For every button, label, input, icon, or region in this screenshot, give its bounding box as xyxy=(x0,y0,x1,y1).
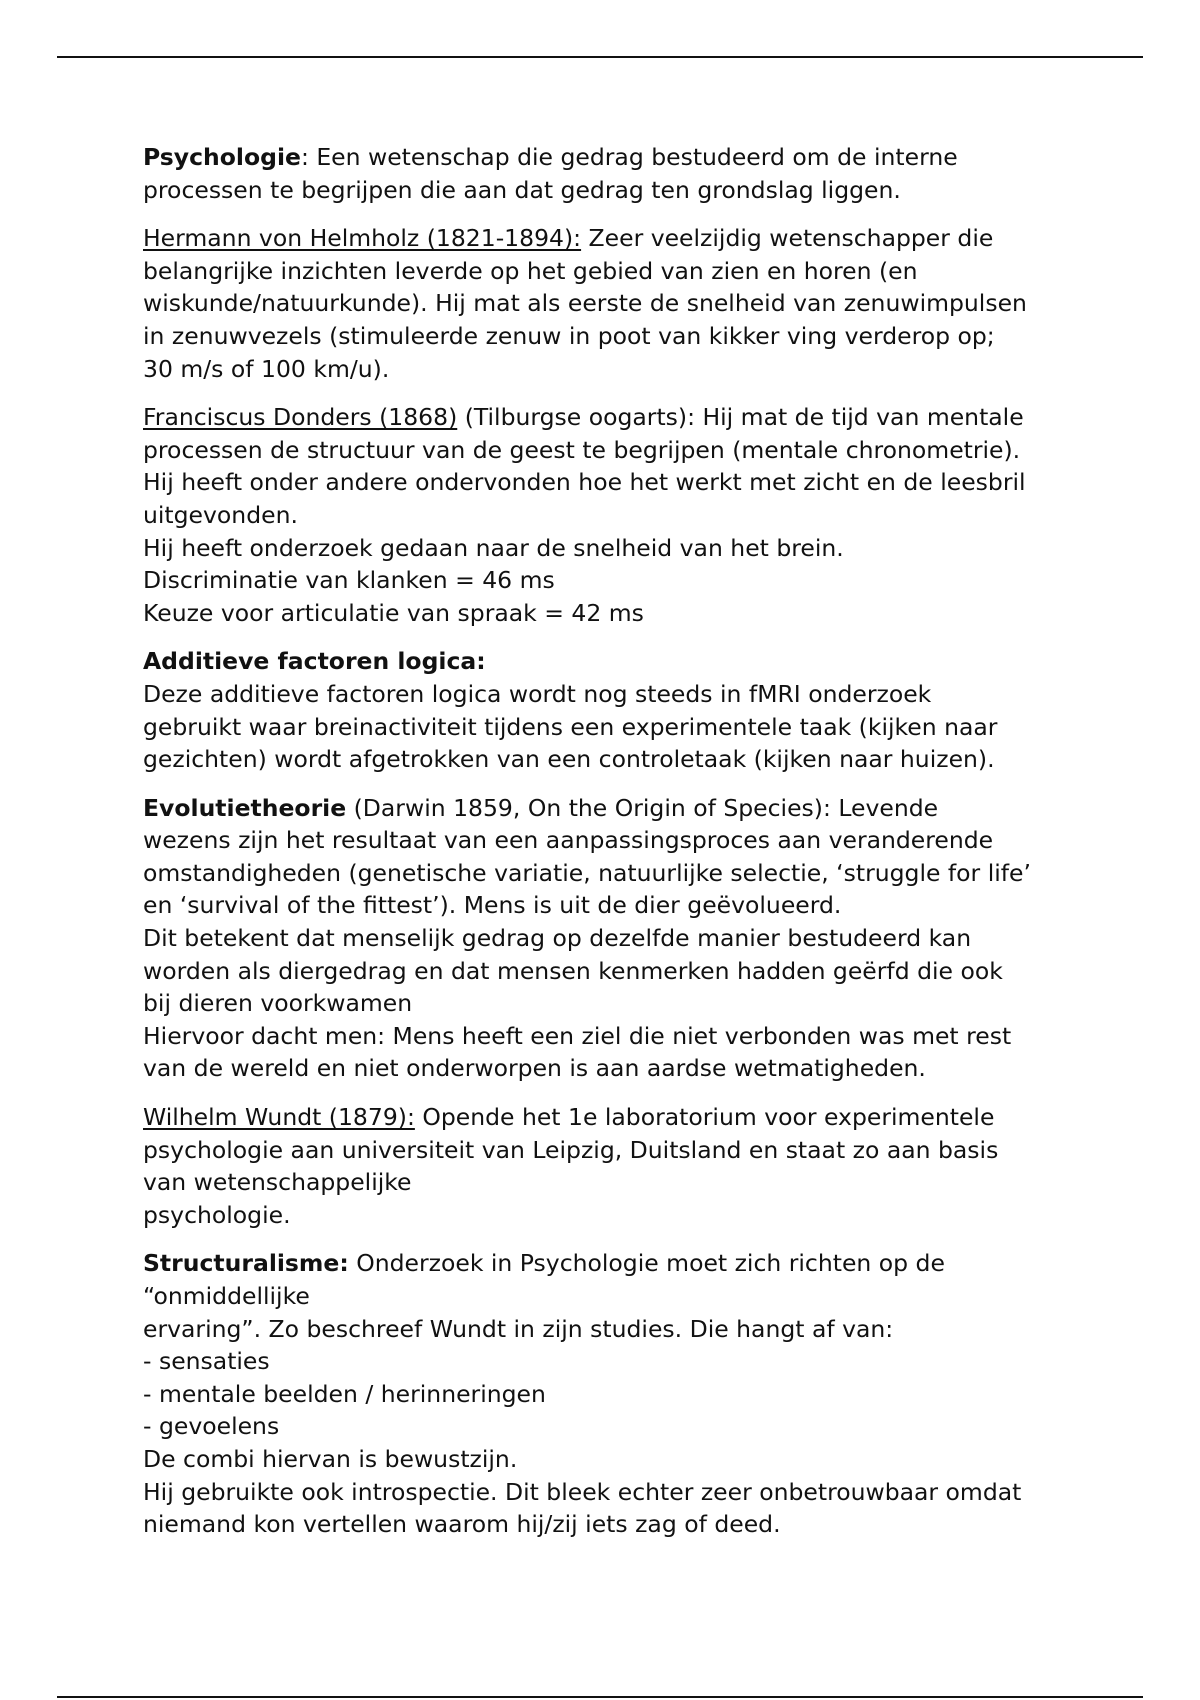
paragraph-evolutietheorie: Evolutietheorie (Darwin 1859, On the Origin of Species): Levende wezens zijn het resultaat van een aanpassingsproces aan veranderende omstandigheden (genetische variatie, natuurlijke selectie, ‘struggle for life’ en ‘survival of the fittest’). Mens is uit de dier geëvolueerd. Dit betekent dat menselijk gedrag op dezelfde manier bestudeerd kan worden als diergedrag en dat mensen kenmerken hadden geërfd die ook bij dieren voorkwamen Hiervoor dacht men: Mens heeft een ziel die niet verbonden was met rest van de wereld en niet onderworpen is aan aardse wetmatigheden. xyxy=(143,793,1031,1083)
paragraph-wundt: Wilhelm Wundt (1879): Opende het 1e laboratorium voor experimentele psychologie aan universiteit van Leipzig, Duitsland en staat zo aan basis van wetenschappelijke psychologie. xyxy=(143,1103,999,1229)
paragraph-helmholz: Hermann von Helmholz (1821-1894): Zeer veelzijdig wetenschapper die belangrijke inzichten leverde op het gebied van zien en horen (en wiskunde/natuurkunde). Hij mat als eerste de snelheid van zenuwimpulsen in zenuwvezels (stimuleerde zenuw in poot van kikker ving verderop op; 30 m/s of 100 km/u). xyxy=(143,224,1027,383)
term-evolutietheorie: Evolutietheorie xyxy=(143,793,347,822)
document-body xyxy=(143,141,1083,1557)
top-rule xyxy=(57,56,1143,58)
term-psychologie: Psychologie xyxy=(143,143,301,171)
paragraph-psychologie: Psychologie: Een wetenschap die gedrag bestudeerd om de interne processen te begrijpen die aan dat gedrag ten grondslag liggen. xyxy=(143,143,958,204)
name-wundt: Wilhelm Wundt (1879): xyxy=(143,1103,415,1132)
heading-additieve-factoren: Additieve factoren logica: xyxy=(143,647,486,676)
paragraph-donders: Franciscus Donders (1868) (Tilburgse oogarts): Hij mat de tijd van mentale processen de structuur van de geest te begrijpen (mentale chronometrie). Hij heeft onder andere ondervonden hoe het werkt met zicht en de leesbril uitgevonden. Hij heeft onderzoek gedaan naar de snelheid van het brein. Discriminatie van klanken = 46 ms Keuze voor articulatie van spraak = 42 ms xyxy=(143,403,1026,627)
name-donders: Franciscus Donders (1868) xyxy=(143,403,458,432)
term-structuralisme: Structuralisme: xyxy=(143,1249,349,1278)
paragraph-structuralisme: Structuralisme: Onderzoek in Psychologie moet zich richten op de “onmiddellijke ervaring”. Zo beschreef Wundt in zijn studies. Die hangt af van: - sensaties - mentale beelden / herinneringen - gevoelens De combi hiervan is bewustzijn. Hij gebruikte ook introspectie. Dit bleek echter zeer onbetrouwbaar omdat niemand kon vertellen waarom hij/zij iets zag of deed. xyxy=(143,1249,1022,1539)
bottom-rule xyxy=(57,1696,1143,1698)
name-helmholz: Hermann von Helmholz (1821-1894): xyxy=(143,224,582,253)
paragraph-additieve-factoren: Additieve factoren logica: Deze additieve factoren logica wordt nog steeds in fMRI onderzoek gebruikt waar breinactiviteit tijdens een experimentele taak (kijken naar gezichten) wordt afgetrokken van een controletaak (kijken naar huizen). xyxy=(143,647,998,774)
